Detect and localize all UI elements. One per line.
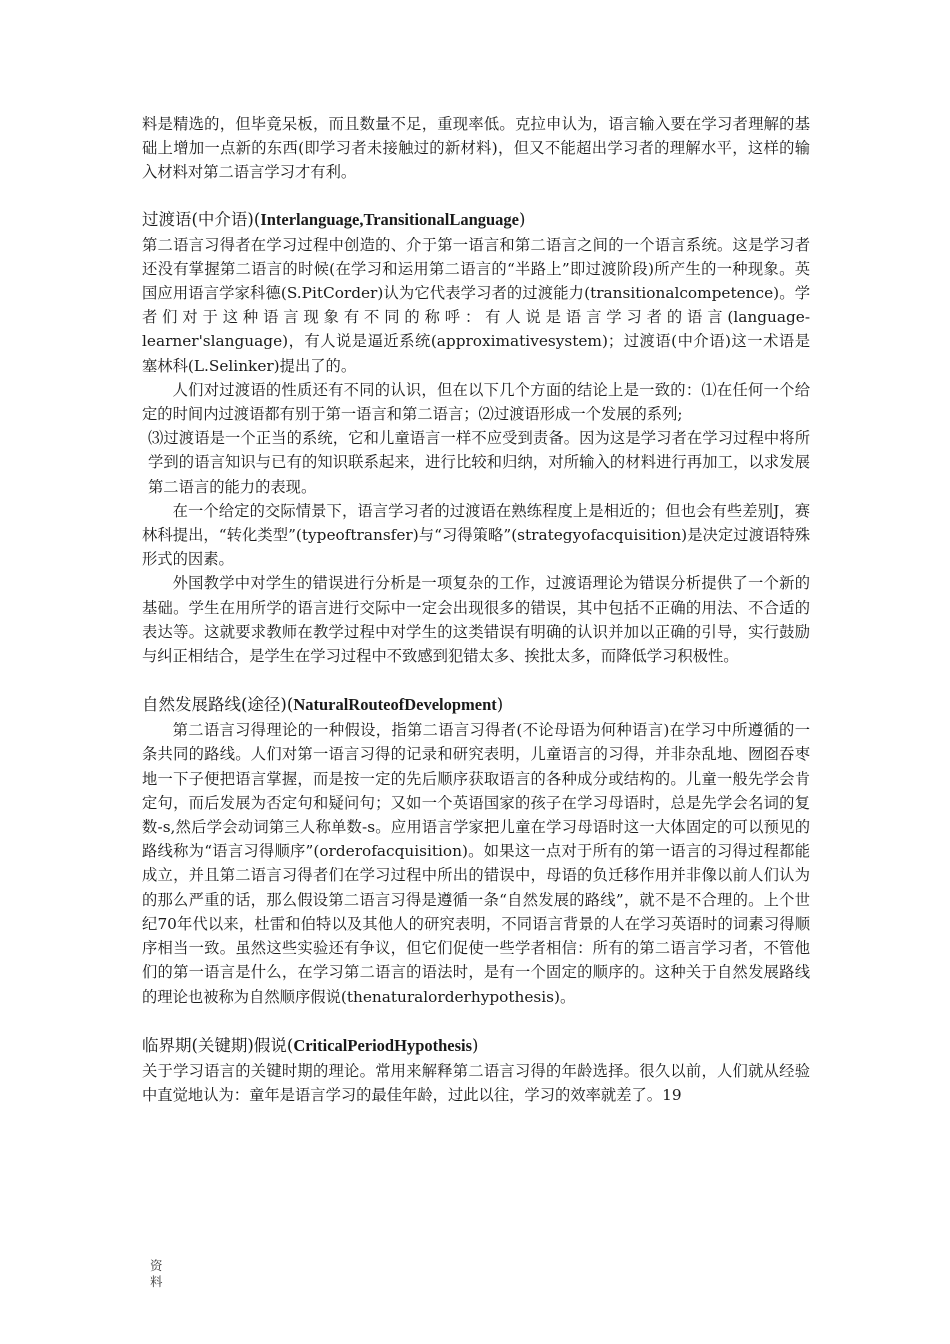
heading-zh: 自然发展路线(途径)( xyxy=(142,695,294,715)
document-page xyxy=(142,112,810,1107)
footer-char: 料 xyxy=(150,1274,163,1289)
section-heading-natural-route xyxy=(142,692,810,718)
footer-char: 资 xyxy=(150,1258,163,1273)
section-heading-interlanguage xyxy=(142,207,810,233)
paragraph: 第二语言习得理论的一种假设，指第二语言习得者(不论母语为何种语言)在学习中所遵循的一条共同的路线。人们对第一语言习得的记录和研究表明，儿童语言的习得，并非杂乱地、囫囵吞枣地一下子便把语言掌握，而是按一定的先后顺序获取语言的各种成分或结构的。儿童一般先学会肯定句，而后发展为否定句和疑问句；又如一个英语国家的孩子在学习母语时，总是先学会名词的复数-s,然后学会动词第三人称单数-s。应用语言学家把儿童在学习母语时这一大体固定的可以预见的路线称为“语言习得顺序”(orderofacquisition)。如果这一点对于所有的第一语言的习得过程都能成立，并且第二语言习得者们在学习过程中所出的错误中，母语的负迁移作用并非像以前人们认为的那么严重的话，那么假设第二语言习得是遵循一条“自然发展的路线”，就不是不合理的。上个世纪70年代以来，杜雷和伯特以及其他人的研究表明，不同语言背景的人在学习英语时的词素习得顺序相当一致。虽然这些实验还有争议，但它们促使一些学者相信：所有的第二语言学习者，不管他们的第一语言是什么，在学习第二语言的语法时，是有一个固定的顺序的。这种关于自然发展路线的理论也被称为自然顺序假说(thenaturalorderhypothesis)。 xyxy=(142,721,810,1006)
heading-en: Interlanguage,TransitionalLanguage xyxy=(260,209,519,229)
paragraph: ⑶过渡语是一个正当的系统，它和儿童语言一样不应受到责备。因为这是学习者在学习过程中将所学到的语言知识与已有的知识联系起来，进行比较和归纳，对所输入的材料进行再加工，以求发展第二语言的能力的表现。 xyxy=(148,429,810,496)
heading-en: CriticalPeriodHypothesis xyxy=(293,1035,473,1055)
paragraph: 外国教学中对学生的错误进行分析是一项复杂的工作，过渡语理论为错误分析提供了一个新的基础。学生在用所学的语言进行交际中一定会出现很多的错误，其中包括不正确的用法、不合适的表达等。这就要求教师在教学过程中对学生的这类错误有明确的认识并加以正确的引导，实行鼓励与纠正相结合，是学生在学习过程中不致感到犯错太多、挨批太多，而降低学习积极性。 xyxy=(142,574,810,666)
paragraph: 料是精选的，但毕竟呆板，而且数量不足，重现率低。克拉申认为，语言输入要在学习者理解的基础上增加一点新的东西(即学习者未接触过的新材料)，但又不能超出学习者的理解水平，这样的输入材料对第二语言学习才有利。 xyxy=(142,115,810,182)
heading-zh: 过渡语(中介语)( xyxy=(142,209,261,229)
paragraph: 在一个给定的交际情景下，语言学习者的过渡语在熟练程度上是相近的；但也会有些差别J，赛林科提出，“转化类型”(typeoftransfer)与“习得策略”(strategyofacquisition)是决定过渡语特殊形式的因素。 xyxy=(142,501,810,569)
heading-end: ) xyxy=(519,209,526,229)
heading-zh: 临界期(关键期)假说( xyxy=(142,1035,294,1055)
heading-end: ) xyxy=(472,1035,479,1055)
heading-end: ) xyxy=(496,695,504,715)
section-heading-critical-period xyxy=(142,1033,810,1059)
paragraph: 关于学习语言的关键时期的理论。常用来解释第二语言习得的年龄选择。很久以前，人们就从经验中直觉地认为：童年是语言学习的最佳年龄，过此以往，学习的效率就差了。19 xyxy=(142,1061,810,1104)
paragraph: 人们对过渡语的性质还有不同的认识，但在以下几个方面的结论上是一致的：⑴在任何一个给定的时间内过渡语都有别于第一语言和第二语言；⑵过渡语形成一个发展的系列; xyxy=(142,380,810,424)
paragraph: 第二语言习得者在学习过程中创造的、介于第一语言和第二语言之间的一个语言系统。这是学习者还没有掌握第二语言的时候(在学习和运用第二语言的“半路上”即过渡阶段)所产生的一种现象。英国应用语言学家科德(S.PitCorder)认为它代表学习者的过渡能力(transitionalcompetence)。学者们对于这种语言现象有不同的称呼：有人说是语言学习者的语言(language-learner'slanguage)，有人说是逼近系统(approximativesystem)；过渡语(中介语)这一术语是塞林科(L.Selinker)提出了的。 xyxy=(142,235,810,375)
page-footer xyxy=(150,1258,168,1290)
heading-en: NaturalRouteofDevelopment xyxy=(293,695,497,715)
